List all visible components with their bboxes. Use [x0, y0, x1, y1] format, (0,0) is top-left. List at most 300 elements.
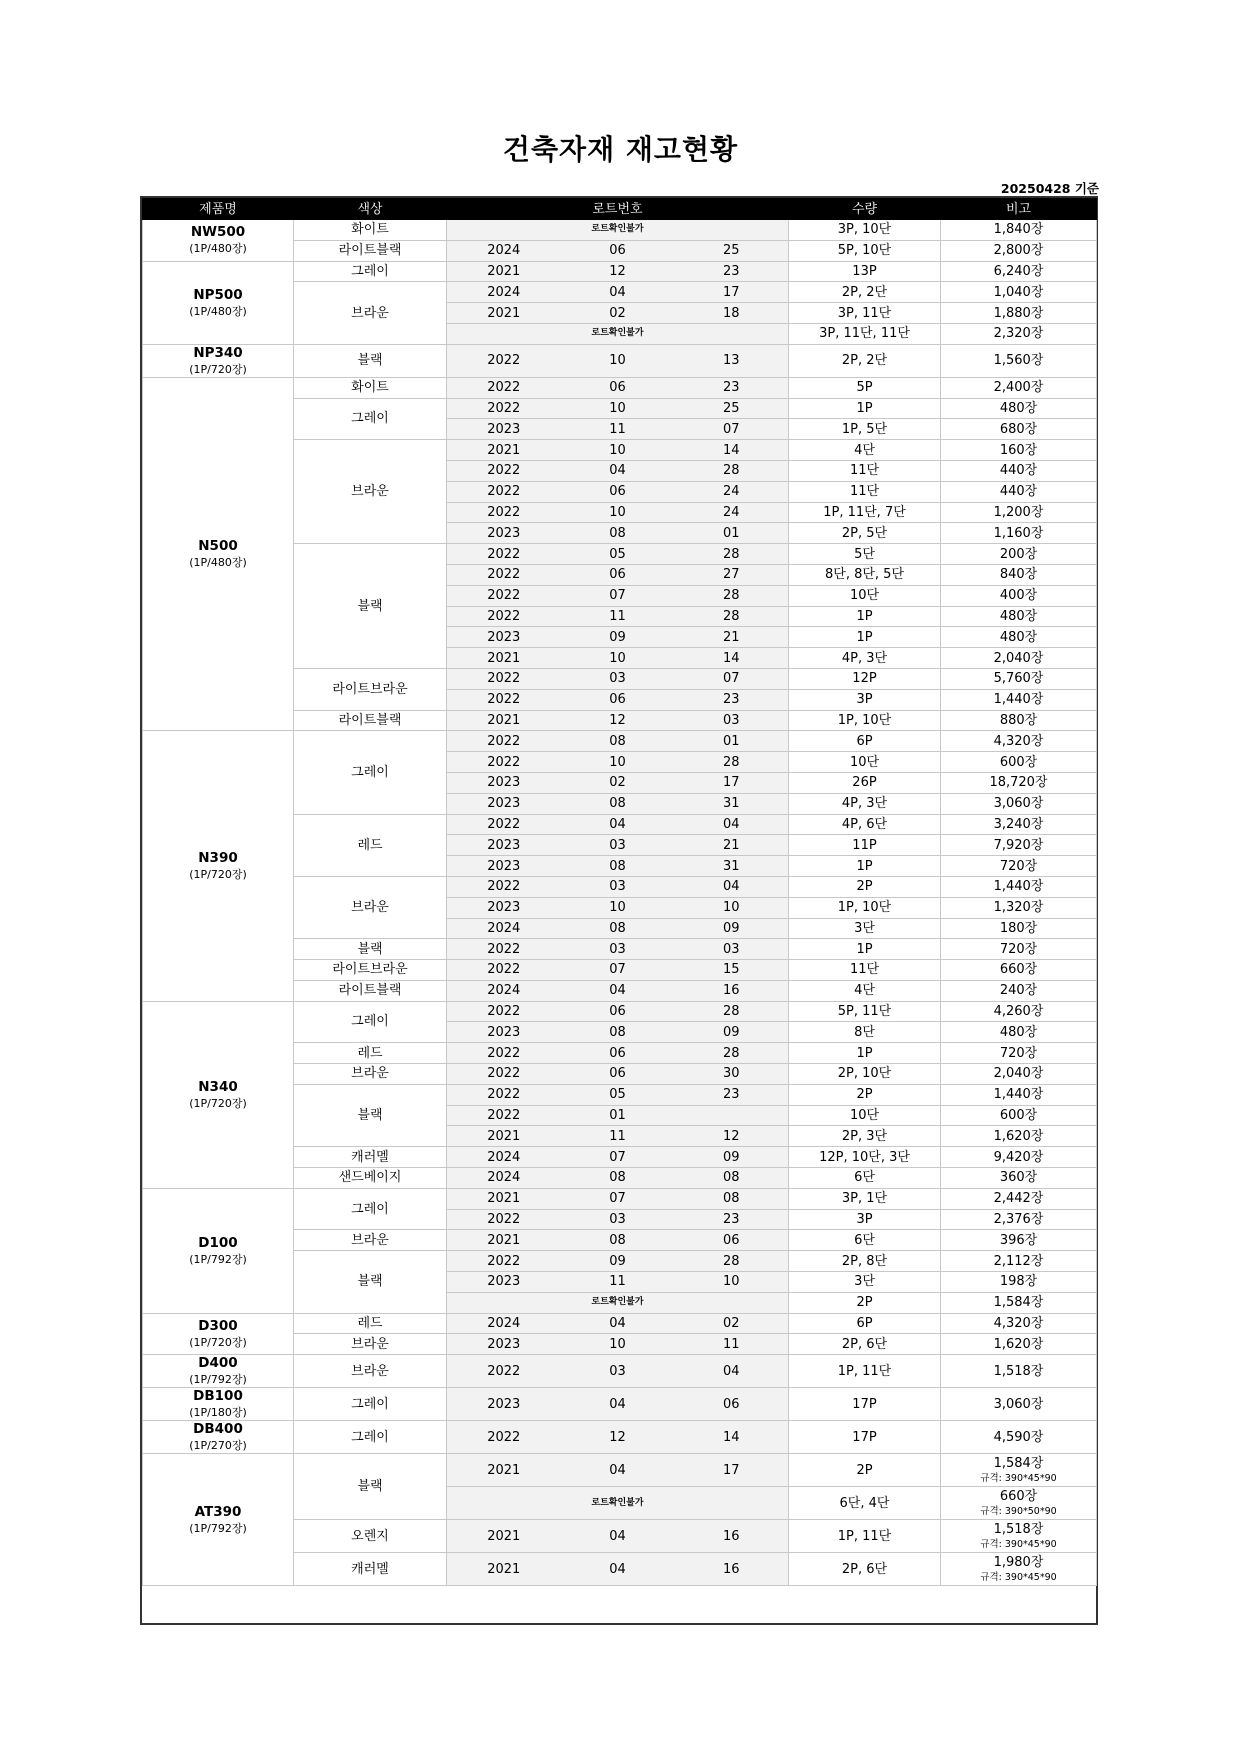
product-cell [143, 1454, 294, 1586]
lot-day: 12 [675, 1126, 789, 1147]
lot-day: 06 [675, 1388, 789, 1421]
product-name: DB100 [193, 1388, 243, 1405]
lot-month: 05 [561, 1084, 675, 1105]
lot-month: 10 [561, 440, 675, 461]
lot-year: 2022 [447, 1251, 561, 1272]
lot-month: 04 [561, 1553, 675, 1586]
lot-year: 2022 [447, 1001, 561, 1022]
note-cell [941, 1553, 1097, 1586]
lot-year: 2024 [447, 918, 561, 939]
note-cell: 3,060장 [941, 793, 1097, 814]
qty-cell: 10단 [789, 752, 941, 773]
product-cell [143, 1421, 294, 1454]
qty-cell: 2P [789, 1084, 941, 1105]
table-row [143, 1188, 1097, 1209]
lot-day: 28 [675, 460, 789, 481]
lot-year: 2024 [447, 1147, 561, 1168]
table-row [143, 261, 1097, 282]
note-cell: 2,040장 [941, 648, 1097, 669]
qty-cell: 2P, 6단 [789, 1553, 941, 1586]
lot-month: 03 [561, 1209, 675, 1230]
product-pack-info: (1P/792장) [189, 1252, 247, 1266]
qty-cell: 1P, 10단 [789, 897, 941, 918]
lot-month: 12 [561, 710, 675, 731]
lot-day: 21 [675, 835, 789, 856]
qty-cell: 11P [789, 835, 941, 856]
lot-month: 12 [561, 1421, 675, 1454]
product-pack-info: (1P/720장) [189, 1096, 247, 1110]
note-cell: 2,320장 [941, 323, 1097, 344]
qty-cell: 11단 [789, 960, 941, 981]
table-row [143, 731, 1097, 752]
note-total: 1,518장 [993, 1521, 1044, 1537]
qty-cell: 10단 [789, 585, 941, 606]
qty-cell: 2P, 10단 [789, 1064, 941, 1085]
lot-day: 28 [675, 585, 789, 606]
lot-year: 2022 [447, 1421, 561, 1454]
lot-month: 02 [561, 303, 675, 324]
qty-cell: 11단 [789, 481, 941, 502]
note-cell: 1,200장 [941, 502, 1097, 523]
product-name: N390 [198, 850, 238, 866]
product-name: NP340 [193, 344, 243, 361]
lot-year: 2022 [447, 689, 561, 710]
product-name: NP500 [193, 286, 243, 303]
lot-month: 08 [561, 793, 675, 814]
lot-day [675, 1105, 789, 1126]
lot-unavailable: 로트확인불가 [447, 323, 789, 344]
lot-month: 06 [561, 377, 675, 398]
lot-year: 2022 [447, 1209, 561, 1230]
lot-month: 08 [561, 1022, 675, 1043]
qty-cell: 3P, 1단 [789, 1188, 941, 1209]
note-spec: 규격: 390*45*90 [980, 1571, 1057, 1583]
header-note: 비고 [941, 199, 1097, 220]
color-cell: 샌드베이지 [294, 1168, 447, 1189]
note-cell [941, 1520, 1097, 1553]
note-cell: 600장 [941, 1105, 1097, 1126]
lot-month: 03 [561, 876, 675, 897]
lot-day: 25 [675, 240, 789, 261]
lot-year: 2024 [447, 282, 561, 303]
lot-month: 11 [561, 419, 675, 440]
lot-day: 09 [675, 918, 789, 939]
note-cell: 4,320장 [941, 1313, 1097, 1334]
qty-cell: 17P [789, 1388, 941, 1421]
lot-year: 2022 [447, 585, 561, 606]
color-cell: 브라운 [294, 440, 447, 544]
qty-cell: 17P [789, 1421, 941, 1454]
qty-cell: 1P, 11단 [789, 1355, 941, 1388]
lot-day: 01 [675, 731, 789, 752]
table-row [143, 344, 1097, 377]
note-cell [941, 1454, 1097, 1487]
lot-year: 2023 [447, 1334, 561, 1355]
qty-cell: 1P, 11단, 7단 [789, 502, 941, 523]
qty-cell: 1P [789, 606, 941, 627]
lot-month: 08 [561, 523, 675, 544]
page-title: 건축자재 재고현황 [502, 133, 739, 166]
note-cell: 5,760장 [941, 668, 1097, 689]
note-cell: 1,160장 [941, 523, 1097, 544]
lot-month: 03 [561, 835, 675, 856]
lot-year: 2022 [447, 481, 561, 502]
lot-month: 06 [561, 1064, 675, 1085]
note-cell: 3,240장 [941, 814, 1097, 835]
color-cell: 브라운 [294, 1334, 447, 1355]
lot-day: 28 [675, 1043, 789, 1064]
note-cell: 2,400장 [941, 377, 1097, 398]
note-cell: 1,440장 [941, 689, 1097, 710]
qty-cell: 3P [789, 1209, 941, 1230]
lot-month: 03 [561, 668, 675, 689]
note-cell: 480장 [941, 1022, 1097, 1043]
lot-month: 04 [561, 1520, 675, 1553]
color-cell: 블랙 [294, 344, 447, 377]
qty-cell: 6단 [789, 1168, 941, 1189]
lot-year: 2022 [447, 1355, 561, 1388]
lot-year: 2022 [447, 814, 561, 835]
qty-cell: 6단 [789, 1230, 941, 1251]
note-cell: 396장 [941, 1230, 1097, 1251]
product-name: DB400 [193, 1421, 243, 1438]
lot-year: 2023 [447, 1272, 561, 1293]
color-cell: 레드 [294, 814, 447, 876]
lot-month: 11 [561, 606, 675, 627]
color-cell: 브라운 [294, 282, 447, 344]
lot-day: 16 [675, 980, 789, 1001]
note-cell: 6,240장 [941, 261, 1097, 282]
lot-month: 10 [561, 752, 675, 773]
product-cell [143, 377, 294, 731]
note-cell: 360장 [941, 1168, 1097, 1189]
product-name: D300 [198, 1317, 238, 1334]
lot-month: 10 [561, 1334, 675, 1355]
product-cell [143, 220, 294, 262]
qty-cell: 8단, 8단, 5단 [789, 564, 941, 585]
color-cell: 블랙 [294, 1454, 447, 1520]
lot-month: 06 [561, 564, 675, 585]
product-name: D400 [198, 1355, 238, 1372]
note-cell: 1,620장 [941, 1126, 1097, 1147]
lot-day: 02 [675, 1313, 789, 1334]
lot-day: 17 [675, 772, 789, 793]
qty-cell: 2P [789, 1292, 941, 1313]
color-cell: 브라운 [294, 1355, 447, 1388]
qty-cell: 5단 [789, 544, 941, 565]
note-cell: 1,560장 [941, 344, 1097, 377]
lot-day: 23 [675, 1084, 789, 1105]
product-pack-info: (1P/792장) [189, 1373, 247, 1387]
product-cell [143, 731, 294, 1001]
lot-month: 10 [561, 502, 675, 523]
product-name: D100 [198, 1234, 238, 1251]
qty-cell: 1P [789, 627, 941, 648]
note-total: 660장 [999, 1488, 1038, 1504]
color-cell: 블랙 [294, 1084, 447, 1146]
note-cell: 240장 [941, 980, 1097, 1001]
lot-month: 08 [561, 731, 675, 752]
color-cell: 그레이 [294, 1388, 447, 1421]
note-cell: 1,620장 [941, 1334, 1097, 1355]
lot-month: 06 [561, 1043, 675, 1064]
note-cell: 2,442장 [941, 1188, 1097, 1209]
lot-month: 08 [561, 918, 675, 939]
color-cell: 화이트 [294, 220, 447, 241]
lot-day: 23 [675, 1209, 789, 1230]
lot-month: 04 [561, 814, 675, 835]
lot-month: 06 [561, 481, 675, 502]
lot-month: 04 [561, 980, 675, 1001]
lot-day: 09 [675, 1022, 789, 1043]
lot-day: 15 [675, 960, 789, 981]
lot-day: 07 [675, 668, 789, 689]
note-cell: 1,440장 [941, 1084, 1097, 1105]
color-cell: 그레이 [294, 398, 447, 440]
qty-cell: 4단 [789, 980, 941, 1001]
qty-cell: 3단 [789, 1272, 941, 1293]
lot-day: 28 [675, 544, 789, 565]
qty-cell: 1P, 5단 [789, 419, 941, 440]
color-cell: 블랙 [294, 544, 447, 669]
note-cell: 660장 [941, 960, 1097, 981]
lot-day: 31 [675, 793, 789, 814]
lot-day: 14 [675, 440, 789, 461]
lot-year: 2021 [447, 1520, 561, 1553]
lot-day: 01 [675, 523, 789, 544]
note-cell: 18,720장 [941, 772, 1097, 793]
note-cell: 720장 [941, 939, 1097, 960]
note-cell: 198장 [941, 1272, 1097, 1293]
lot-year: 2022 [447, 377, 561, 398]
lot-day: 27 [675, 564, 789, 585]
color-cell: 브라운 [294, 876, 447, 938]
table-header-row [143, 199, 1097, 220]
lot-year: 2022 [447, 876, 561, 897]
qty-cell: 2P, 8단 [789, 1251, 941, 1272]
lot-day: 31 [675, 856, 789, 877]
lot-day: 06 [675, 1230, 789, 1251]
lot-year: 2021 [447, 648, 561, 669]
lot-month: 07 [561, 1147, 675, 1168]
lot-day: 18 [675, 303, 789, 324]
lot-day: 09 [675, 1147, 789, 1168]
header-color: 색상 [294, 199, 447, 220]
lot-month: 08 [561, 1168, 675, 1189]
note-cell: 840장 [941, 564, 1097, 585]
note-cell: 480장 [941, 606, 1097, 627]
qty-cell: 1P [789, 398, 941, 419]
qty-cell: 3P, 11단 [789, 303, 941, 324]
color-cell: 화이트 [294, 377, 447, 398]
color-cell: 그레이 [294, 1188, 447, 1230]
header-lot: 로트번호 [447, 199, 789, 220]
qty-cell: 1P [789, 856, 941, 877]
lot-month: 10 [561, 398, 675, 419]
lot-year: 2021 [447, 1230, 561, 1251]
lot-year: 2021 [447, 1553, 561, 1586]
note-cell: 4,590장 [941, 1421, 1097, 1454]
lot-year: 2022 [447, 1105, 561, 1126]
note-cell: 2,112장 [941, 1251, 1097, 1272]
qty-cell: 2P, 2단 [789, 282, 941, 303]
qty-cell: 13P [789, 261, 941, 282]
lot-month: 09 [561, 627, 675, 648]
lot-day: 10 [675, 897, 789, 918]
qty-cell: 10단 [789, 1105, 941, 1126]
color-cell: 라이트블랙 [294, 240, 447, 261]
lot-day: 21 [675, 627, 789, 648]
qty-cell: 11단 [789, 460, 941, 481]
product-name: NW500 [190, 224, 246, 241]
lot-year: 2022 [447, 731, 561, 752]
color-cell: 블랙 [294, 939, 447, 960]
qty-cell: 2P, 3단 [789, 1126, 941, 1147]
product-cell [143, 261, 294, 344]
lot-year: 2023 [447, 835, 561, 856]
note-cell: 720장 [941, 1043, 1097, 1064]
qty-cell: 12P [789, 668, 941, 689]
lot-month: 06 [561, 689, 675, 710]
qty-cell: 1P, 10단 [789, 710, 941, 731]
note-cell: 400장 [941, 585, 1097, 606]
lot-month: 04 [561, 1313, 675, 1334]
lot-day: 28 [675, 1001, 789, 1022]
lot-year: 2022 [447, 668, 561, 689]
lot-year: 2021 [447, 1188, 561, 1209]
lot-month: 07 [561, 1188, 675, 1209]
lot-year: 2023 [447, 627, 561, 648]
lot-day: 04 [675, 876, 789, 897]
lot-month: 10 [561, 344, 675, 377]
header-product: 제품명 [143, 199, 294, 220]
qty-cell: 2P, 6단 [789, 1334, 941, 1355]
qty-cell: 4P, 6단 [789, 814, 941, 835]
qty-cell: 3단 [789, 918, 941, 939]
note-cell [941, 1487, 1097, 1520]
qty-cell: 12P, 10단, 3단 [789, 1147, 941, 1168]
qty-cell: 1P [789, 939, 941, 960]
lot-month: 08 [561, 1230, 675, 1251]
header-qty: 수량 [789, 199, 941, 220]
qty-cell: 6단, 4단 [789, 1487, 941, 1520]
lot-day: 25 [675, 398, 789, 419]
table-body [143, 220, 1097, 1586]
lot-month: 11 [561, 1126, 675, 1147]
lot-day: 24 [675, 502, 789, 523]
lot-year: 2022 [447, 752, 561, 773]
product-name: N340 [198, 1078, 238, 1095]
table-row [143, 1001, 1097, 1022]
note-cell: 2,040장 [941, 1064, 1097, 1085]
product-pack-info: (1P/480장) [189, 556, 247, 570]
lot-year: 2022 [447, 502, 561, 523]
qty-cell: 4단 [789, 440, 941, 461]
qty-cell: 6P [789, 731, 941, 752]
qty-cell: 2P, 2단 [789, 344, 941, 377]
note-cell: 1,584장 [941, 1292, 1097, 1313]
qty-cell: 3P, 11단, 11단 [789, 323, 941, 344]
lot-month: 01 [561, 1105, 675, 1126]
lot-year: 2022 [447, 1084, 561, 1105]
qty-cell: 3P, 10단 [789, 220, 941, 241]
product-pack-info: (1P/720장) [189, 868, 247, 881]
note-total: 1,980장 [993, 1554, 1044, 1570]
note-spec: 규격: 390*50*90 [980, 1505, 1057, 1517]
note-cell: 440장 [941, 481, 1097, 502]
product-pack-info: (1P/480장) [189, 304, 247, 318]
product-cell [143, 1313, 294, 1355]
lot-month: 05 [561, 544, 675, 565]
lot-day: 17 [675, 1454, 789, 1487]
lot-day: 24 [675, 481, 789, 502]
lot-day: 23 [675, 377, 789, 398]
lot-year: 2024 [447, 1313, 561, 1334]
note-cell: 1,440장 [941, 876, 1097, 897]
lot-month: 06 [561, 240, 675, 261]
inventory-table [142, 198, 1097, 1586]
product-pack-info: (1P/480장) [189, 242, 247, 256]
lot-day: 14 [675, 1421, 789, 1454]
lot-month: 10 [561, 648, 675, 669]
qty-cell: 4P, 3단 [789, 793, 941, 814]
lot-day: 04 [675, 814, 789, 835]
lot-month: 02 [561, 772, 675, 793]
qty-cell: 3P [789, 689, 941, 710]
lot-year: 2022 [447, 398, 561, 419]
note-cell: 880장 [941, 710, 1097, 731]
product-cell [143, 1188, 294, 1313]
note-cell: 1,880장 [941, 303, 1097, 324]
qty-cell: 26P [789, 772, 941, 793]
lot-day: 23 [675, 261, 789, 282]
note-cell: 480장 [941, 627, 1097, 648]
lot-year: 2021 [447, 440, 561, 461]
qty-cell: 2P, 5단 [789, 523, 941, 544]
color-cell: 캐러멜 [294, 1147, 447, 1168]
color-cell: 라이트블랙 [294, 980, 447, 1001]
lot-year: 2022 [447, 606, 561, 627]
qty-cell: 5P, 11단 [789, 1001, 941, 1022]
lot-day: 28 [675, 752, 789, 773]
lot-day: 11 [675, 1334, 789, 1355]
lot-day: 14 [675, 648, 789, 669]
lot-year: 2022 [447, 939, 561, 960]
lot-day: 30 [675, 1064, 789, 1085]
note-cell: 600장 [941, 752, 1097, 773]
color-cell: 그레이 [294, 261, 447, 282]
lot-month: 11 [561, 1272, 675, 1293]
color-cell: 레드 [294, 1043, 447, 1064]
color-cell: 라이트블랙 [294, 710, 447, 731]
note-cell: 4,320장 [941, 731, 1097, 752]
lot-day: 10 [675, 1272, 789, 1293]
product-cell [143, 1388, 294, 1421]
product-cell [143, 1355, 294, 1388]
color-cell: 레드 [294, 1313, 447, 1334]
table-row [143, 1313, 1097, 1334]
lot-day: 13 [675, 344, 789, 377]
table-row [143, 377, 1097, 398]
product-pack-info: (1P/270장) [189, 1439, 247, 1453]
product-name: AT390 [194, 1503, 242, 1520]
color-cell: 그레이 [294, 1421, 447, 1454]
product-pack-info: (1P/720장) [189, 1335, 247, 1349]
lot-year: 2023 [447, 772, 561, 793]
lot-month: 04 [561, 1388, 675, 1421]
product-pack-info: (1P/180장) [189, 1406, 247, 1420]
note-total: 1,584장 [993, 1455, 1044, 1471]
